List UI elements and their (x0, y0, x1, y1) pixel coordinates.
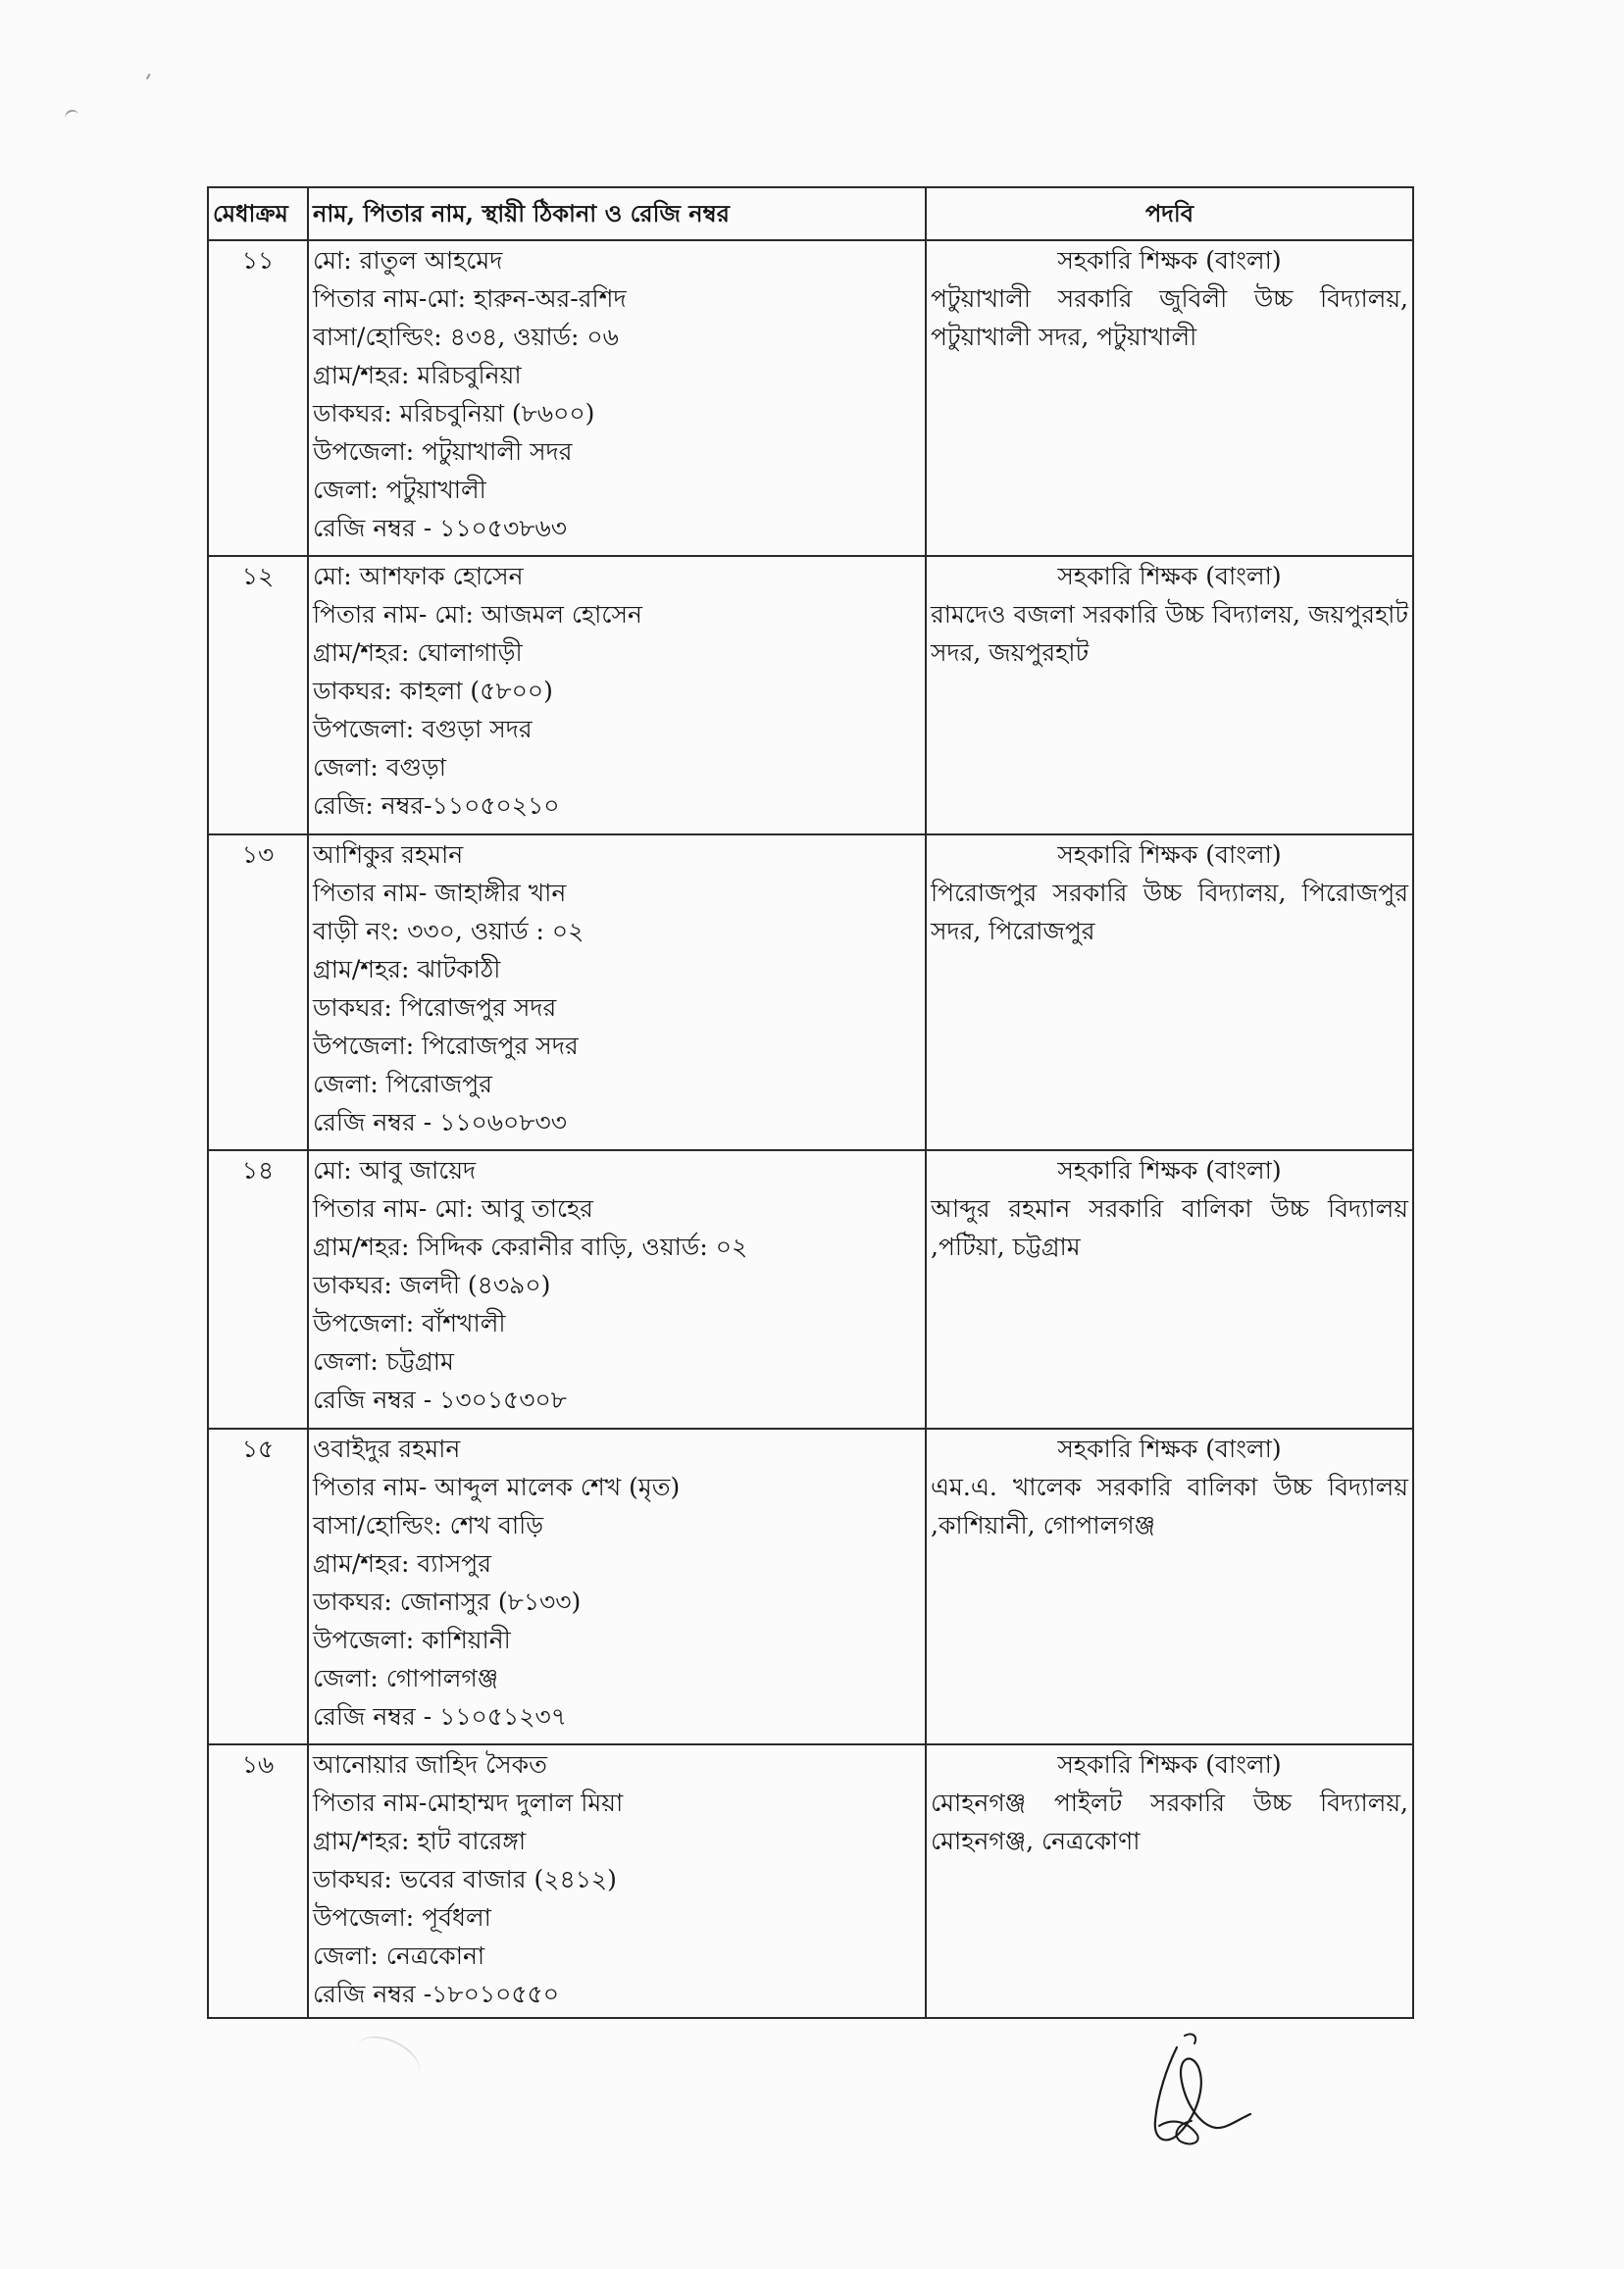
detail-line: গ্রাম/শহর: হাট বারেঙ্গা (313, 1827, 527, 1855)
detail-line: ওবাইদুর রহমান (313, 1435, 461, 1463)
serial-number: ১৫ (208, 1429, 308, 1744)
detail-line: পিতার নাম-মোহাম্মদ দুলাল মিয়া (313, 1789, 624, 1817)
table-row (208, 834, 1413, 1150)
detail-line: পিতার নাম- আব্দুল মালেক শেখ (মৃত) (313, 1473, 681, 1501)
detail-line: পিতার নাম- মো: আবু তাহের (313, 1194, 593, 1223)
detail-line: গ্রাম/শহর: ব্যাসপুর (313, 1549, 491, 1578)
table-row (208, 1429, 1413, 1744)
candidate-details (308, 240, 926, 556)
detail-line: উপজেলা: বাঁশখালী (313, 1309, 506, 1337)
detail-line: উপজেলা: কাশিয়ানী (313, 1626, 511, 1654)
detail-line: উপজেলা: পূর্বধলা (313, 1903, 491, 1932)
detail-line: রেজি: নম্বর-১১০৫০২১০ (313, 791, 560, 820)
detail-line: মো: আশফাক হোসেন (313, 562, 524, 590)
post-details (926, 240, 1413, 556)
candidate-details (308, 1429, 926, 1744)
table-row (208, 556, 1413, 834)
serial-number: ১৬ (208, 1744, 308, 2018)
post-details (926, 1429, 1413, 1744)
detail-line: গ্রাম/শহর: ঝাটকাঠী (313, 955, 501, 983)
candidate-details (308, 556, 926, 834)
post-details (926, 1744, 1413, 2018)
post-title: সহকারি শিক্ষক (বাংলা) (1057, 562, 1282, 590)
table-row (208, 1744, 1413, 2018)
detail-line: গ্রাম/শহর: ঘোলাগাড়ী (313, 638, 523, 667)
post-school: পিরোজপুর সরকারি উচ্চ বিদ্যালয়, পিরোজপুর সদর, পিরোজপুর (931, 879, 1408, 945)
serial-number: ১৪ (208, 1150, 308, 1429)
detail-line: আশিকুর রহমান (313, 840, 464, 869)
detail-line: ডাকঘর: পিরোজপুর সদর (313, 993, 557, 1022)
detail-line: রেজি নম্বর -১৮০১০৫৫০ (313, 1980, 560, 2008)
detail-line: জেলা: নেত্রকোনা (313, 1941, 485, 1970)
scan-smudge (347, 2027, 427, 2093)
post-school: আব্দুর রহমান সরকারি বালিকা উচ্চ বিদ্যালয় ,পটিয়া, চট্টগ্রাম (931, 1194, 1408, 1261)
header-post: পদবি (926, 187, 1413, 240)
post-school: এম.এ. খালেক সরকারি বালিকা উচ্চ বিদ্যালয় ,কাশিয়ানী, গোপালগঞ্জ (931, 1473, 1408, 1539)
detail-line: আনোয়ার জাহিদ সৈকত (313, 1750, 547, 1779)
candidate-details (308, 1150, 926, 1429)
serial-number: ১২ (208, 556, 308, 834)
merit-list-table (207, 186, 1414, 2019)
table-body (208, 240, 1413, 2018)
post-title: সহকারি শিক্ষক (বাংলা) (1057, 246, 1282, 275)
table-row (208, 240, 1413, 556)
detail-line: রেজি নম্বর - ১১০৫৩৮৬৩ (313, 514, 568, 542)
detail-line: উপজেলা: পিরোজপুর সদর (313, 1032, 579, 1060)
detail-line: ডাকঘর: জলদী (৪৩৯০) (313, 1271, 551, 1299)
detail-line: পিতার নাম- মো: আজমল হোসেন (313, 600, 642, 629)
post-school: পটুয়াখালী সরকারি জুবিলী উচ্চ বিদ্যালয়, পটুয়াখালী সদর, পটুয়াখালী (931, 284, 1408, 351)
candidate-details (308, 834, 926, 1150)
detail-line: মো: আবু জায়েদ (313, 1156, 477, 1185)
detail-line: গ্রাম/শহর: মরিচবুনিয়া (313, 361, 522, 389)
detail-line: জেলা: চট্টগ্রাম (313, 1347, 454, 1376)
post-details (926, 834, 1413, 1150)
detail-line: মো: রাতুল আহমেদ (313, 246, 503, 275)
detail-line: রেজি নম্বর - ১১০৬০৮৩৩ (313, 1108, 568, 1136)
scan-mark (64, 108, 79, 121)
serial-number: ১৩ (208, 834, 308, 1150)
table-row (208, 1150, 1413, 1429)
post-title: সহকারি শিক্ষক (বাংলা) (1057, 840, 1282, 869)
signature (1138, 2028, 1255, 2155)
detail-line: জেলা: পিরোজপুর (313, 1070, 493, 1098)
post-title: সহকারি শিক্ষক (বাংলা) (1057, 1750, 1282, 1779)
detail-line: ডাকঘর: ভবের বাজার (২৪১২) (313, 1865, 617, 1893)
post-title: সহকারি শিক্ষক (বাংলা) (1057, 1156, 1282, 1185)
detail-line: ডাকঘর: কাহলা (৫৮০০) (313, 677, 553, 705)
candidate-details (308, 1744, 926, 2018)
detail-line: রেজি নম্বর - ১১০৫১২৩৭ (313, 1702, 568, 1731)
detail-line: জেলা: পটুয়াখালী (313, 476, 486, 504)
post-school: মোহনগঞ্জ পাইলট সরকারি উচ্চ বিদ্যালয়, মোহনগঞ্জ, নেত্রকোণা (931, 1789, 1408, 1855)
post-details (926, 556, 1413, 834)
post-school: রামদেও বজলা সরকারি উচ্চ বিদ্যালয়, জয়পুরহাট সদর, জয়পুরহাট (931, 600, 1408, 667)
header-details: নাম, পিতার নাম, স্থায়ী ঠিকানা ও রেজি নম্বর (308, 187, 926, 240)
detail-line: বাসা/হোল্ডিং: শেখ বাড়ি (313, 1511, 544, 1539)
scan-mark (146, 74, 154, 81)
detail-line: গ্রাম/শহর: সিদ্দিক কেরানীর বাড়ি, ওয়ার্ড: ০২ (313, 1233, 748, 1261)
serial-number: ১১ (208, 240, 308, 556)
detail-line: উপজেলা: পটুয়াখালী সদর (313, 437, 573, 466)
table-header-row (208, 187, 1413, 240)
detail-line: ডাকঘর: মরিচবুনিয়া (৮৬০০) (313, 399, 595, 428)
detail-line: বাড়ী নং: ৩৩০, ওয়ার্ড : ০২ (313, 917, 584, 945)
detail-line: উপজেলা: বগুড়া সদর (313, 715, 533, 743)
detail-line: পিতার নাম- জাহাঙ্গীর খান (313, 879, 567, 907)
detail-line: জেলা: গোপালগঞ্জ (313, 1664, 499, 1692)
detail-line: বাসা/হোল্ডিং: ৪৩৪, ওয়ার্ড: ০৬ (313, 323, 619, 351)
detail-line: রেজি নম্বর - ১৩০১৫৩০৮ (313, 1386, 568, 1414)
detail-line: পিতার নাম-মো: হারুন-অর-রশিদ (313, 284, 627, 313)
post-details (926, 1150, 1413, 1429)
detail-line: জেলা: বগুড়া (313, 753, 446, 782)
post-title: সহকারি শিক্ষক (বাংলা) (1057, 1435, 1282, 1463)
detail-line: ডাকঘর: জোনাসুর (৮১৩৩) (313, 1588, 582, 1616)
header-serial: মেধাক্রম (208, 187, 308, 240)
